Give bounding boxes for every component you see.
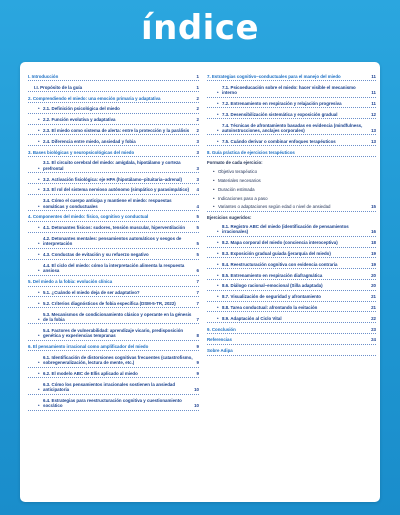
- bullet-icon: •: [38, 241, 40, 247]
- toc-bullet-item: [207, 204, 376, 211]
- toc-entry-title: I. Introducción: [28, 74, 59, 79]
- toc-entry-title: 9. Conclusión: [207, 326, 236, 332]
- bullet-icon: •: [38, 127, 40, 133]
- toc-subsection-link[interactable]: [28, 198, 199, 211]
- toc-subsection-link[interactable]: [28, 371, 199, 378]
- toc-subsection-link[interactable]: [28, 160, 199, 173]
- toc-section-link[interactable]: [28, 214, 199, 221]
- toc-bullet-item: [207, 178, 376, 183]
- toc-section-link[interactable]: [28, 85, 199, 92]
- bullet-icon: •: [217, 128, 219, 133]
- toc-entry-title: 5.1. ¿Cuándo el miedo deja de ser adaptativo?: [43, 289, 140, 295]
- toc-section-link[interactable]: [207, 348, 376, 355]
- toc-entry-title: 7.3. Desensibilización sistemática y exposición gradual: [222, 111, 338, 117]
- toc-page-number: 9: [196, 343, 199, 349]
- toc-page-number: 11: [371, 101, 376, 106]
- toc-entry-title: 5.2. Criterios diagnósticos de fobia específica (DSM-5-TR, 2022): [43, 300, 176, 306]
- toc-page-number: 3: [196, 165, 199, 171]
- toc-entry-title: 8.5. Entrenamiento en respiración diafragmática: [222, 272, 323, 278]
- bullet-icon: •: [213, 204, 215, 210]
- bullet-icon: •: [213, 195, 215, 201]
- toc-entry-title: 8.1. Registro ABC del miedo (identificación de pensamientos irracionales): [222, 223, 349, 235]
- toc-page-number: 2: [196, 106, 199, 112]
- toc-entry-title: 8.2. Mapa corporal del miedo (conciencia interoceptiva): [222, 240, 338, 246]
- toc-page-number: 9: [196, 360, 199, 366]
- toc-subsection-link[interactable]: [28, 117, 199, 124]
- toc-page-number: 3: [196, 176, 199, 182]
- toc-page-number: 3: [196, 149, 199, 155]
- toc-subsection-link[interactable]: [28, 225, 199, 232]
- bullet-icon: •: [217, 90, 219, 96]
- toc-section-link[interactable]: [207, 150, 376, 157]
- bullet-icon: •: [217, 283, 219, 289]
- toc-page-number: 3: [196, 138, 199, 144]
- toc-page-number: 18: [371, 240, 376, 246]
- toc-entry-title: 4.3. Conductas de evitación y su refuerzo negativo: [43, 252, 149, 258]
- bullet-icon: •: [217, 138, 219, 144]
- toc-subheading: Ejercicios sugeridos:: [207, 215, 252, 221]
- toc-section-link[interactable]: [28, 150, 199, 157]
- toc-column-left: [28, 74, 199, 414]
- bullet-icon: •: [38, 403, 40, 409]
- toc-entry-title: 2.3. El miedo como sistema de alerta: entre la protección y la parálisis: [43, 127, 190, 133]
- toc-entry-title: 6.3. Cómo los pensamientos irracionales sostienen la ansiedad anticipatoria: [43, 381, 176, 393]
- toc-subsection-link[interactable]: [207, 224, 376, 237]
- toc-page-number: 16: [371, 229, 376, 235]
- bullet-icon: •: [38, 203, 40, 209]
- toc-entry-title: 6.2. El modelo ABC de Ellis aplicado al miedo: [43, 370, 138, 376]
- toc-entry-title: Sobre Adipa: [207, 348, 233, 354]
- toc-page-number: 10: [194, 403, 199, 409]
- toc-entry-title: 6.1. Identificación de distorsiones cognitivas frecuentes (catastrofismo, sobregeneralización, lectura de mente, etc.): [43, 354, 193, 366]
- bullet-icon: •: [38, 268, 40, 274]
- toc-entry-title: 3.2. Activación fisiológica: eje HPA (hipotálamo–pituitaria–adrenal): [43, 176, 182, 182]
- toc-subsection-link[interactable]: [28, 355, 199, 368]
- toc-page-number: 13: [371, 138, 376, 144]
- toc-bullet-text: Objetivo terapéutico: [218, 169, 258, 175]
- toc-page-number: 20: [371, 272, 376, 278]
- toc-subsection-link[interactable]: [28, 301, 199, 308]
- toc-bullet-item: [207, 169, 376, 174]
- toc-subsection-link[interactable]: [207, 251, 376, 258]
- toc-entry-title: 2.4. Diferencia entre miedo, ansiedad y fobia: [43, 138, 136, 144]
- toc-bullet-text: Duración estimada: [218, 186, 255, 192]
- toc-subsection-link[interactable]: [28, 290, 199, 297]
- toc-page-number: 2: [196, 95, 199, 101]
- toc-page-number: 22: [371, 315, 376, 321]
- toc-bullet-item: [207, 196, 376, 201]
- toc-entry-title: 7.4. Técnicas de afrontamiento basadas en evidencia (mindfulness, autoinstrucciones, anclajes corporales): [222, 122, 363, 133]
- toc-page-number: 10: [194, 387, 199, 393]
- toc-entry-title: 7.5. Cuándo derivar o combinar enfoques terapéuticos: [222, 138, 336, 144]
- toc-subsection-link[interactable]: [28, 187, 199, 194]
- bullet-icon: •: [38, 252, 40, 258]
- page-title: índice: [140, 8, 260, 48]
- toc-section-link[interactable]: [28, 96, 199, 103]
- toc-entry-title: 4.2. Detonantes mentales: pensamientos automáticos y sesgos de interpretación: [43, 235, 182, 247]
- toc-subsection-link[interactable]: [28, 139, 199, 146]
- toc-page-number: 11: [371, 74, 376, 79]
- toc-column-right: [207, 74, 376, 359]
- toc-entry-title: 3.4. Cómo el cuerpo anticipa y mantiene el miedo: respuestas somáticas y conductuales: [43, 198, 172, 209]
- toc-page-number: 1: [196, 74, 199, 79]
- toc-entry-title: 4.4. El ciclo del miedo: cómo la interpretación alimenta la respuesta ansiosa: [43, 262, 185, 274]
- toc-page-number: 1: [196, 84, 199, 90]
- toc-page-number: 23: [371, 326, 376, 332]
- toc-subsection-link[interactable]: [207, 85, 376, 98]
- toc-page-number: 6: [196, 268, 199, 274]
- toc-page-number: 21: [371, 294, 376, 300]
- toc-entry-title: 8.3. Exposición gradual guiada (jerarquía del miedo): [222, 250, 331, 256]
- toc-entry-title: 8.6. Diálogo racional–emocional (Silla adaptada): [222, 283, 323, 289]
- toc-page-number: 5: [196, 214, 199, 220]
- bullet-icon: •: [38, 176, 40, 182]
- toc-subsection-link[interactable]: [207, 283, 376, 290]
- bullet-icon: •: [38, 225, 40, 231]
- toc-page-number: 4: [196, 187, 199, 193]
- toc-subsection-link[interactable]: [207, 112, 376, 119]
- toc-page-number: 13: [371, 128, 376, 133]
- toc-page-number: 8: [196, 333, 199, 339]
- bullet-icon: •: [213, 169, 215, 175]
- bullet-icon: •: [38, 387, 40, 393]
- toc-section-link[interactable]: [28, 344, 199, 351]
- toc-subsection-link[interactable]: [28, 398, 199, 411]
- toc-subsection-link[interactable]: [28, 312, 199, 325]
- bullet-icon: •: [38, 370, 40, 376]
- toc-page-number: 7: [196, 316, 199, 322]
- toc-subsection-link[interactable]: [28, 106, 199, 113]
- toc-page-number: 19: [371, 250, 376, 256]
- toc-page-number: 12: [371, 111, 376, 117]
- toc-page-number: 7: [196, 289, 199, 295]
- bullet-icon: •: [213, 186, 215, 192]
- toc-entry-title: 2.1. Definición psicológica del miedo: [43, 106, 120, 112]
- toc-page-number: 5: [196, 252, 199, 258]
- toc-entry-title: 3. Bases biológicas y neuropsicológicas del miedo: [28, 149, 135, 155]
- toc-entry-title: 7. Estrategias cognitivo–conductuales para el manejo del miedo: [207, 74, 341, 79]
- bullet-icon: •: [217, 261, 219, 267]
- toc-entry-title: 4.1. Detonantes físicos: sudores, tensión muscular, hiperventilación: [43, 225, 186, 231]
- toc-entry-title: 7.1. Psicoeducación sobre el miedo: hacer visible el mecanismo interno: [222, 84, 356, 96]
- bullet-icon: •: [38, 106, 40, 112]
- bullet-icon: •: [213, 177, 215, 183]
- toc-subsection-link[interactable]: [28, 252, 199, 259]
- toc-bullet-text: Indicaciones paso a paso: [218, 195, 268, 201]
- toc-subsection-link[interactable]: [207, 294, 376, 301]
- bullet-icon: •: [38, 316, 40, 322]
- bullet-icon: •: [38, 138, 40, 144]
- bullet-icon: •: [217, 272, 219, 278]
- toc-page-number: 4: [196, 203, 199, 209]
- bullet-icon: •: [38, 187, 40, 193]
- toc-page-number: 7: [196, 279, 199, 285]
- toc-entry-title: 5.4. Factores de vulnerabilidad: aprendizaje vicario, predisposición genética y experiencias tempranas: [43, 327, 184, 339]
- toc-subsection-link[interactable]: [207, 240, 376, 247]
- toc-section-link[interactable]: [207, 327, 376, 334]
- toc-entry-title: Referencias: [207, 337, 232, 343]
- toc-page-number: 9: [196, 370, 199, 376]
- bullet-icon: •: [38, 333, 40, 339]
- toc-entry-title: 8.7. Visualización de seguridad y afrontamiento: [222, 294, 321, 300]
- toc-section-link[interactable]: [207, 337, 376, 344]
- toc-subsection-link[interactable]: [207, 305, 376, 312]
- toc-page-number: 19: [371, 261, 376, 267]
- toc-subsection-link[interactable]: [28, 128, 199, 135]
- bullet-icon: •: [217, 229, 219, 235]
- toc-entry-title: I.I. Propósito de la guía: [34, 84, 83, 90]
- toc-entry-title: 5.3. Mecanismos de condicionamiento clásico y operante en la génesis de la fobia: [43, 311, 192, 322]
- toc-subsection-link[interactable]: [207, 101, 376, 108]
- toc-entry-title: 6. El pensamiento irracional como amplificador del miedo: [28, 343, 149, 349]
- bullet-icon: •: [38, 165, 40, 171]
- toc-subsection-link[interactable]: [28, 236, 199, 249]
- toc-entry-title: 8.9. Adaptación al Ciclo Vital: [222, 315, 282, 321]
- bullet-icon: •: [217, 294, 219, 300]
- toc-page-number: 2: [196, 127, 199, 133]
- toc-entry-title: 3.3. El rol del sistema nervioso autónomo (simpático y parasimpático): [43, 187, 189, 193]
- toc-card: [20, 62, 380, 502]
- toc-page-number: 21: [371, 304, 376, 310]
- toc-subsection-link[interactable]: [207, 273, 376, 280]
- toc-page-number: 2: [196, 117, 199, 123]
- toc-subsection-link[interactable]: [28, 177, 199, 184]
- toc-bullet-text: Variantes o adaptaciones según edad o nivel de ansiedad: [218, 204, 331, 210]
- toc-entry-title: 3.1. El circuito cerebral del miedo: amígdala, hipotálamo y corteza prefrontal: [43, 160, 181, 171]
- toc-section-link[interactable]: [207, 74, 376, 81]
- toc-entry-title: 8.8. Tarea conductual: afrontando la evitación: [222, 304, 318, 310]
- toc-subsection-link[interactable]: [207, 139, 376, 146]
- toc-subsection-link[interactable]: [28, 263, 199, 276]
- toc-entry-title: 6.4. Estrategias para reestructuración cognitiva y cuestionamiento socrático: [43, 397, 182, 409]
- toc-page-number: 7: [196, 300, 199, 306]
- bullet-icon: •: [38, 360, 40, 366]
- toc-section-link[interactable]: [28, 279, 199, 286]
- toc-bullet-text: Materiales necesarios: [218, 177, 261, 183]
- toc-subheading: Formato de cada ejercicio:: [207, 160, 263, 166]
- bullet-icon: •: [38, 300, 40, 306]
- toc-subsection-link[interactable]: [28, 328, 199, 341]
- toc-entry-title: 5. Del miedo a la fobia: evolución clínica: [28, 279, 113, 285]
- bullet-icon: •: [38, 117, 40, 123]
- bullet-icon: •: [217, 250, 219, 256]
- toc-entry-title: 8.4. Reestructuración cognitiva con evidencia contraria: [222, 261, 338, 267]
- toc-page-number: 24: [371, 337, 376, 343]
- toc-entry-title: 2. Comprendiendo el miedo: una emoción primaria y adaptativa: [28, 95, 161, 101]
- bullet-icon: •: [38, 289, 40, 295]
- toc-entry-title: 4. Componentes del miedo: físico, cognitivo y conductual: [28, 214, 149, 220]
- toc-subsection-link[interactable]: [207, 123, 376, 136]
- toc-subsection-link[interactable]: [207, 262, 376, 269]
- toc-page-number: 5: [196, 241, 199, 247]
- bullet-icon: •: [217, 304, 219, 310]
- bullet-icon: •: [217, 240, 219, 246]
- toc-page-number: 11: [371, 90, 376, 96]
- toc-subsection-link[interactable]: [28, 382, 199, 395]
- bullet-icon: •: [217, 111, 219, 117]
- toc-page-number: 20: [371, 283, 376, 289]
- bullet-icon: •: [217, 101, 219, 106]
- toc-section-link[interactable]: [28, 74, 199, 81]
- toc-entry-title: 8. Guía práctica de ejercicios terapéuticos: [207, 149, 295, 155]
- toc-entry-title: 7.2. Entrenamiento en respiración y relajación progresiva: [222, 101, 342, 106]
- toc-subsection-link[interactable]: [207, 316, 376, 323]
- toc-page-number: 5: [196, 225, 199, 231]
- toc-page-number: 15: [371, 204, 376, 210]
- bullet-icon: •: [217, 315, 219, 321]
- toc-entry-title: 2.2. Función evolutiva y adaptativa: [43, 117, 116, 123]
- toc-bullet-item: [207, 187, 376, 192]
